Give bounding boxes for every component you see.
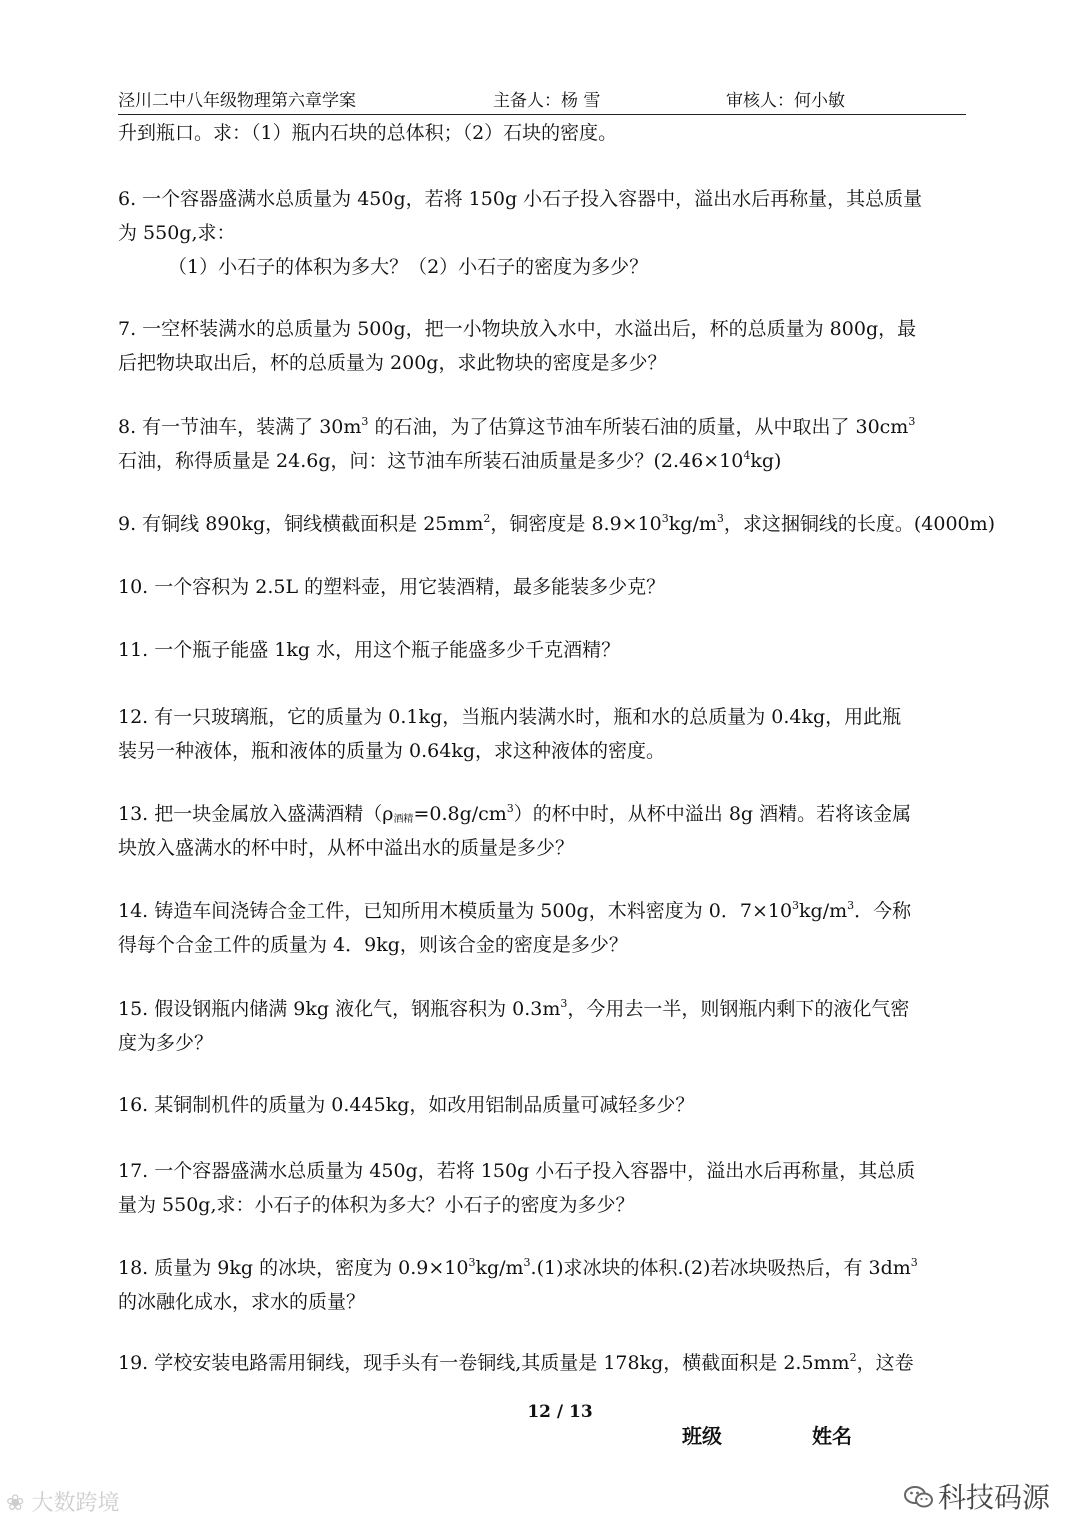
q13-line-2: 块放入盛满水的杯中时，从杯中溢出水的质量是多少？ (118, 837, 575, 859)
question-12 (118, 700, 998, 768)
question-17 (118, 1154, 998, 1222)
question-7 (118, 312, 998, 380)
question-5-continuation (118, 116, 998, 150)
header-author: 主备人：杨 雪 (493, 91, 601, 111)
wechat-icon (904, 1483, 934, 1507)
question-6 (118, 182, 998, 284)
q8-line-1: 8. 有一节油车，装满了 $30m^3$ 的石油，为了估算这节油车所装石油的质量，从中取出了 $30cm^3$ (118, 415, 916, 438)
question-11 (118, 633, 998, 667)
watermark-right (904, 1476, 1050, 1516)
question-10 (118, 570, 998, 604)
question-14 (118, 894, 998, 962)
q15-line-1: 15. 假设钢瓶内储满 9kg 液化气，钢瓶容积为 $0.3m^3$，今用去一半，则钢瓶内剩下的液化气密 (118, 997, 910, 1020)
q6-line-3: （1）小石子的体积为多大？（2）小石子的密度为多少？ (168, 256, 649, 278)
q15-line-2: 度为多少？ (118, 1032, 214, 1054)
q17-line-2: 量为 550g,求：小石子的体积为多大？小石子的密度为多少？ (118, 1194, 635, 1216)
q19-line-1: 19. 学校安装电路需用铜线，现手头有一卷铜线,其质量是 178kg，横截面积是 $2.5mm^2$，这卷 (118, 1351, 914, 1374)
q17-line-1: 17. 一个容器盛满水总质量为 450g，若将 150g 小石子投入容器中，溢出水后再称量，其总质 (118, 1160, 916, 1182)
q5-line: 升到瓶口。求：（1）瓶内石块的总体积；（2）石块的密度。 (118, 122, 618, 144)
class-label: 班级 (682, 1424, 722, 1448)
q14-line-2: 得每个合金工件的质量为 4．9kg，则该合金的密度是多少？ (118, 934, 628, 956)
q18-line-1: 18. 质量为 9kg 的冰块，密度为 $0.9\times 10^3kg/m^3.(1)$求冰块的体积.(2)若冰块吸热后，有 $3dm^3$ (118, 1256, 918, 1279)
q14-line-1: 14. 铸造车间浇铸合金工件，已知所用木模质量为 500g，木料密度为 0．$7\times 10^3kg/m^3$．今称 (118, 899, 912, 922)
q6-line-2: 为 550g,求： (118, 222, 236, 244)
q11-line: 11. 一个瓶子能盛 1kg 水，用这个瓶子能盛多少千克酒精？ (118, 639, 621, 661)
header-title: 泾川二中八年级物理第六章学案 (118, 91, 356, 111)
page-number: 12 / 13 (527, 1402, 593, 1422)
question-9 (118, 507, 998, 541)
name-label: 姓名 (812, 1424, 852, 1448)
q8-line-2: 石油，称得质量是 24.6g，问：这节油车所装石油质量是多少？$(2.46\times 10^4kg)$ (118, 449, 782, 472)
question-8 (118, 410, 998, 478)
q10-line: 10. 一个容积为 2.5L 的塑料壶，用它装酒精，最多能装多少克？ (118, 576, 666, 598)
question-19 (118, 1346, 998, 1380)
header-reviewer: 审核人：何小敏 (726, 91, 845, 111)
q12-line-1: 12. 有一只玻璃瓶，它的质量为 0.1kg，当瓶内装满水时，瓶和水的总质量为 0.4kg，用此瓶 (118, 706, 902, 728)
q9-line-1: 9. 有铜线 890kg，铜线横截面积是 $25mm^2$，铜密度是 $8.9\times 10^3kg/m^3$，求这捆铜线的长度。(4000m) (118, 512, 996, 535)
question-13 (118, 797, 998, 865)
watermark-left-text: 大数跨境 (31, 1491, 120, 1516)
watermark-left-icon: ❀ (6, 1491, 32, 1516)
q18-line-2: 的冰融化成水，求水的质量？ (118, 1291, 366, 1313)
q7-line-2: 后把物块取出后，杯的总质量为 200g，求此物块的密度是多少？ (118, 352, 667, 374)
q12-line-2: 装另一种液体，瓶和液体的质量为 0.64kg，求这种液体的密度。 (118, 740, 666, 762)
question-15 (118, 992, 998, 1060)
watermark-left (6, 1486, 119, 1517)
q7-line-1: 7. 一空杯装满水的总质量为 500g，把一小物块放入水中，水溢出后，杯的总质量为 800g，最 (118, 318, 917, 340)
q6-line-1: 6. 一个容器盛满水总质量为 450g，若将 150g 小石子投入容器中，溢出水后再称量，其总质量 (118, 188, 923, 210)
watermark-right-text: 科技码源 (938, 1481, 1051, 1514)
page-header (118, 88, 966, 115)
q16-line: 16. 某铜制机件的质量为 0.445kg，如改用铝制品质量可减轻多少？ (118, 1094, 695, 1116)
question-16 (118, 1088, 998, 1122)
q13-line-1: 13. 把一块金属放入盛满酒精$(\rho_{酒精}=0.8g/cm^3)$的杯中时，从杯中溢出 8g 酒精。若将该金属 (118, 802, 912, 825)
question-18 (118, 1251, 998, 1319)
